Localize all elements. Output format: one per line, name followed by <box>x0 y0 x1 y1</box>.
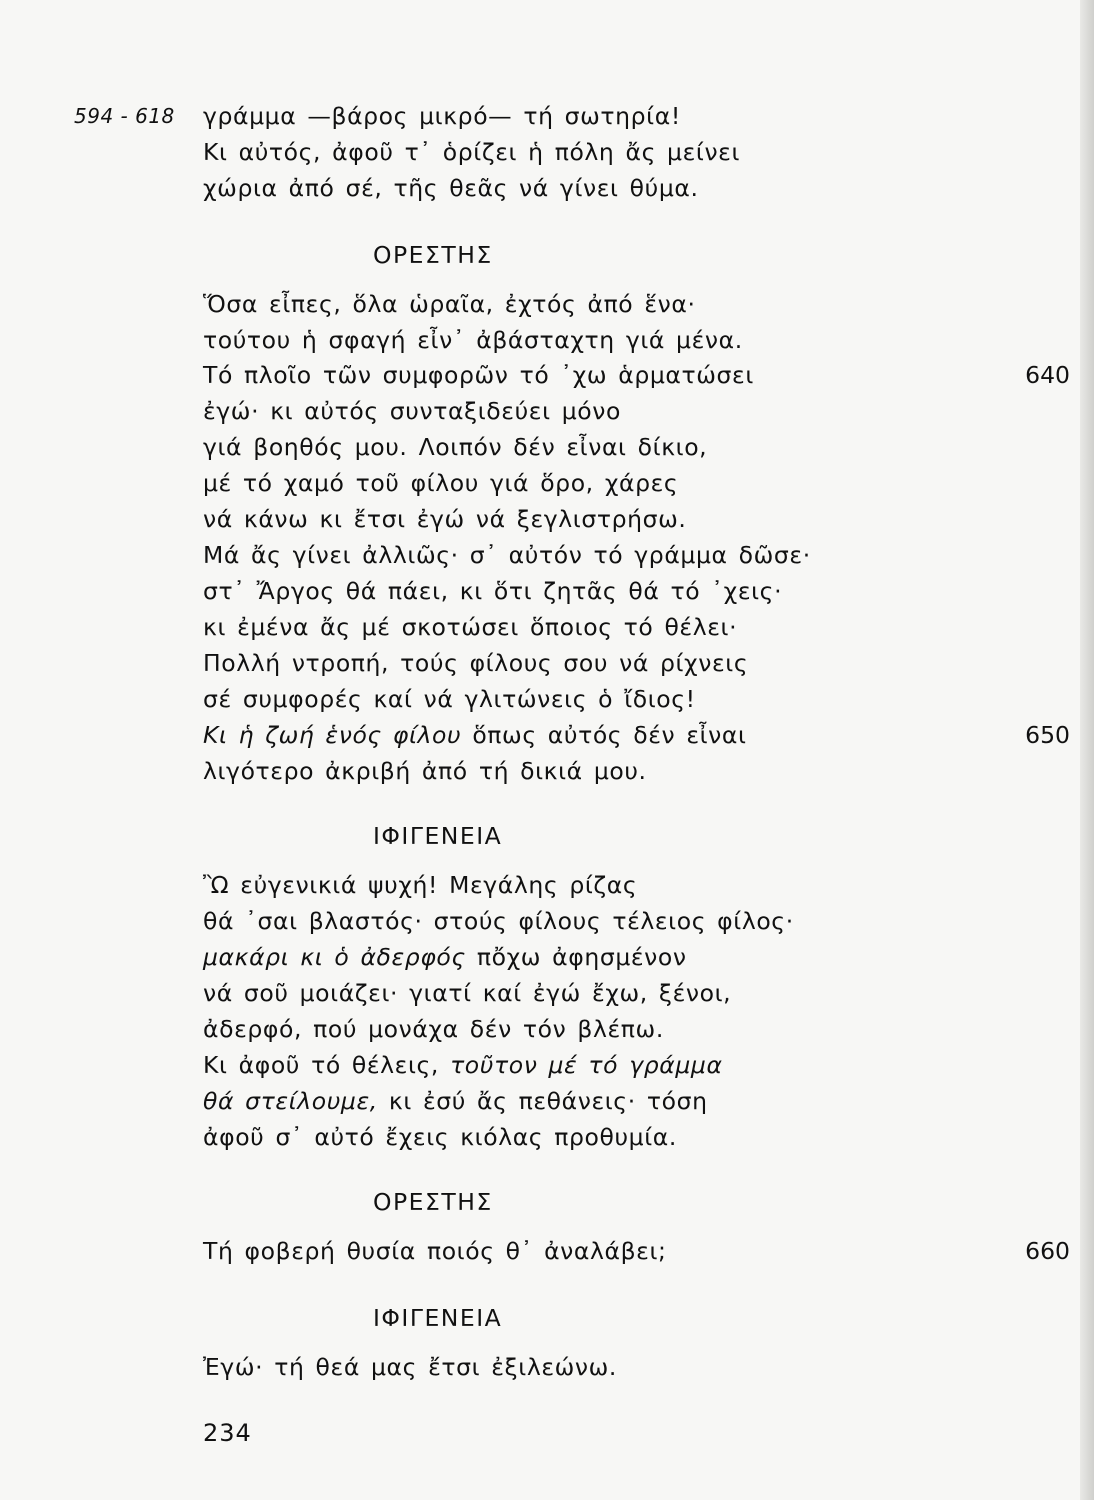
verse-line: κι ἐμένα ἄς μέ σκοτώσει ὅποιος τό θέλει· <box>203 613 738 641</box>
speaker-heading: ΟΡΕΣΤΗΣ <box>373 241 493 269</box>
verse-text: κι ἐσύ ἄς πεθάνεις· τόση <box>388 1087 708 1115</box>
line-number: 660 <box>1025 1237 1070 1265</box>
verse-line: Κι αὐτός, ἀφοῦ τ᾽ ὁρίζει ἡ πόλη ἄς μείνει <box>203 138 741 166</box>
verse-line: Ὢ εὐγενικιά ψυχή! Μεγάλης ρίζας <box>203 871 638 899</box>
verse-line: Τή φοβερή θυσία ποιός θ᾽ ἀναλάβει; <box>203 1237 667 1265</box>
verse-line: Ἐγώ· τή θεά μας ἔτσι ἐξιλεώνω. <box>203 1353 617 1381</box>
verse-line <box>203 1086 708 1116</box>
line-number: 650 <box>1025 721 1070 749</box>
italic-phrase: Κι ἡ ζωή ἑνός φίλου <box>203 721 462 749</box>
verse-line: γιά βοηθός μου. Λοιπόν δέν εἶναι δίκιο, <box>203 433 708 461</box>
speaker-heading: ΙΦΙΓΕΝΕΙΑ <box>373 1304 503 1332</box>
verse-line <box>203 1050 723 1080</box>
verse-line <box>203 942 687 972</box>
page-edge-shadow <box>1080 0 1094 1500</box>
verse-line: ἀφοῦ σ᾽ αὐτό ἔχεις κιόλας προθυμία. <box>203 1123 677 1151</box>
verse-line: μέ τό χαμό τοῦ φίλου γιά ὅρο, χάρες <box>203 469 679 497</box>
line-number: 640 <box>1025 361 1070 389</box>
verse-line: λιγότερο ἀκριβή ἀπό τή δικιά μου. <box>203 757 647 785</box>
italic-phrase: τοῦτον μέ τό γράμμα <box>450 1051 723 1079</box>
verse-line: ἀδερφό, πού μονάχα δέν τόν βλέπω. <box>203 1015 664 1043</box>
verse-line <box>203 720 747 750</box>
page-number: 234 <box>203 1419 252 1447</box>
verse-line: νά κάνω κι ἔτσι ἐγώ νά ξεγλιστρήσω. <box>203 505 687 533</box>
verse-line: Πολλή ντροπή, τούς φίλους σου νά ρίχνεις <box>203 649 749 677</box>
speaker-heading: ΙΦΙΓΕΝΕΙΑ <box>373 822 503 850</box>
verse-text: πὄχω ἀφησμένον <box>476 943 687 971</box>
verse-line: Μά ἄς γίνει ἀλλιῶς· σ᾽ αὐτόν τό γράμμα δῶσε· <box>203 541 811 569</box>
italic-phrase: μακάρι κι ὁ ἀδερφός <box>203 943 466 971</box>
verse-line: σέ συμφορές καί νά γλιτώνεις ὁ ἴδιος! <box>203 685 696 713</box>
verse-line: τούτου ἡ σφαγή εἶν᾽ ἀβάσταχτη γιά μένα. <box>203 326 743 354</box>
verse-line: θά ᾽σαι βλαστός· στούς φίλους τέλειος φίλος· <box>203 907 794 935</box>
verse-line: Ὅσα εἶπες, ὅλα ὡραῖα, ἐχτός ἀπό ἕνα· <box>203 290 696 318</box>
verse-line: νά σοῦ μοιάζει· γιατί καί ἐγώ ἔχω, ξένοι, <box>203 979 732 1007</box>
verse-line: Τό πλοῖο τῶν συμφορῶν τό ᾽χω ἁρματώσει <box>203 361 754 389</box>
verse-line: γράμμα —βάρος μικρό— τή σωτηρία! <box>203 102 681 130</box>
verse-text: Κι ἀφοῦ τό θέλεις, <box>203 1051 439 1079</box>
verse-line: στ᾽ Ἄργος θά πάει, κι ὅτι ζητᾶς θά τό ᾽χεις· <box>203 577 783 605</box>
italic-phrase: θά στείλουμε, <box>203 1087 378 1115</box>
verse-line: ἐγώ· κι αὐτός συνταξιδεύει μόνο <box>203 397 621 425</box>
line-reference: 594 - 618 <box>74 104 175 128</box>
speaker-heading: ΟΡΕΣΤΗΣ <box>373 1188 493 1216</box>
verse-line: χώρια ἀπό σέ, τῆς θεᾶς νά γίνει θύμα. <box>203 174 699 202</box>
verse-text: ὅπως αὐτός δέν εἶναι <box>472 721 747 749</box>
